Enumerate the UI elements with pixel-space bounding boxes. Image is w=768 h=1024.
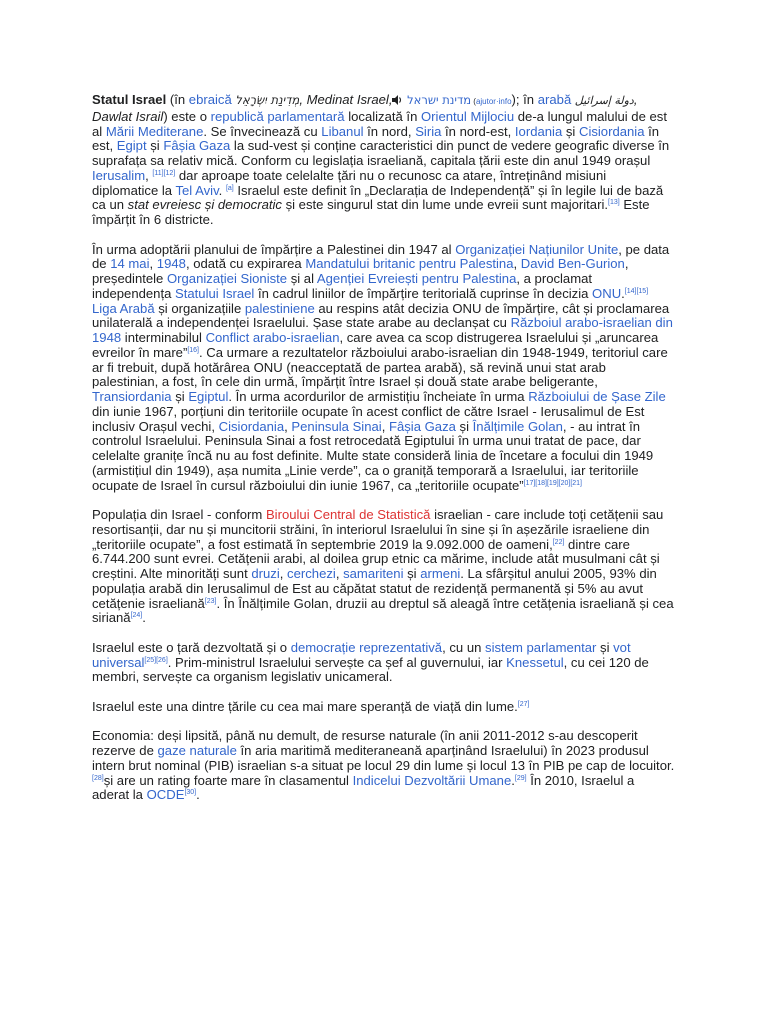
- ref-16[interactable]: [16]: [187, 346, 200, 354]
- arabic-name: دولة إسرائيل: [571, 94, 634, 107]
- economy-paragraph: Economia: deși lipsită, până nu demult, de resurse naturale (în anii 2011-2012 s-au descoperit rezerve de gaze naturale în aria maritimă mediteraneană aparținând Israelului) în 2023 produsul intern brut nominal (PIB) israelian s-a situat pe locul 29 din lume și locul 13 în PIB pe cap de locuitor. [28]și are un rating foarte mare în clasamentul Indicelui Dezvoltării Umane.[29] În 2010, Israelul a aderat la OCDE[30].: [92, 728, 675, 803]
- link-statului-israel[interactable]: Statului Israel: [175, 285, 255, 301]
- link-ierusalim[interactable]: Ierusalim: [92, 167, 146, 183]
- link-inaltimile-golan[interactable]: Înălțimile Golan: [472, 418, 563, 434]
- link-druzi[interactable]: druzi: [251, 566, 280, 581]
- link-mandatului-britanic[interactable]: Mandatului britanic pentru Palestina: [305, 256, 514, 272]
- link-orientul-mijlociu[interactable]: Orientul Mijlociu: [420, 108, 515, 124]
- link-peninsula-sinai[interactable]: Peninsula Sinai: [291, 418, 382, 434]
- speaker-icon[interactable]: [392, 95, 403, 105]
- link-democratie-reprezentativa[interactable]: democrație reprezentativă: [290, 639, 443, 655]
- link-liga-araba[interactable]: Liga Arabă: [92, 300, 155, 316]
- link-iordania[interactable]: Iordania: [514, 123, 563, 139]
- redlink-biroul-central-statistica[interactable]: Biroului Central de Statistică: [265, 507, 431, 522]
- link-ocde[interactable]: OCDE: [146, 787, 185, 803]
- link-marii-mediterane[interactable]: Mării Mediterane: [105, 123, 204, 139]
- article-body: [92, 93, 675, 818]
- link-razboiul-arabo-israelian-1948[interactable]: Războiul arabo-israelian din 1948: [92, 315, 673, 345]
- link-transiordania[interactable]: Transiordania: [92, 389, 172, 404]
- link-palestiniene[interactable]: palestiniene: [244, 300, 315, 316]
- link-1948[interactable]: 1948: [156, 256, 186, 272]
- link-cerchezi[interactable]: cerchezi: [287, 566, 336, 581]
- link-araba[interactable]: arabă: [537, 92, 572, 107]
- ref-25-26[interactable]: [25][26]: [144, 656, 168, 664]
- link-egipt[interactable]: Egipt: [116, 138, 147, 154]
- ref-23[interactable]: [23]: [204, 597, 217, 605]
- ref-13[interactable]: [13]: [608, 199, 620, 207]
- link-republica-parlamentara[interactable]: republică parlamentară: [210, 108, 345, 124]
- link-14-mai[interactable]: 14 mai: [110, 256, 150, 272]
- link-david-ben-gurion[interactable]: David Ben-Gurion: [520, 256, 625, 272]
- link-siria[interactable]: Siria: [415, 123, 442, 139]
- link-agentiei-evreiesti[interactable]: Agenției Evreiești pentru Palestina: [316, 271, 517, 286]
- link-gaze-naturale[interactable]: gaze naturale: [157, 743, 237, 758]
- link-conflict-arabo-israelian[interactable]: Conflict arabo-israelian: [205, 330, 340, 345]
- link-fasia-gaza-2[interactable]: Fâșia Gaza: [388, 418, 456, 434]
- hebrew-name: מְדִינַת יִשְׂרָאֵל: [231, 93, 300, 107]
- link-vot-universal[interactable]: vot universal: [92, 639, 631, 670]
- ref-14-15[interactable]: [14][15]: [624, 287, 649, 295]
- ref-11-12[interactable]: [11][12]: [152, 169, 176, 177]
- link-indicelui-dezvoltarii-umane[interactable]: Indicelui Dezvoltării Umane: [352, 772, 512, 788]
- link-sistem-parlamentar[interactable]: sistem parlamentar: [485, 639, 597, 655]
- history-paragraph: În urma adoptării planului de împărțire a Palestinei din 1947 al Organizației Națiunilor Unite, pe data de 14 mai, 1948, odată cu expirarea Mandatului britanic pentru Palestina, David Ben-Gurion, președintele Organizației Sioniste și al Agenției Evreiești pentru Palestina, a proclamat independența Statului Israel în cadrul liniilor de împărțire teritorială cuprinse în decizia ONU.[14][15] Liga Arabă și organizațiile palestiniene au respins atât decizia ONU de împărțire, cât și proclamarea unilaterală a independenței Israelului. Șase state arabe au declanșat cu Războiul arabo-israelian din 1948 interminabilul Conflict arabo-israelian, care avea ca scop distrugerea Israelului și „aruncarea evreilor în mare”[16]. Ca urmare a rezultatelor războiului arabo-israelian din 1948-1949, teritoriul care ar fi trebuit, după hotărârea ONU (neacceptată de partea arabă), să revină unui stat arab palestinian, a fost, în cele din urmă, împărțit între Israel și două state arabe beligerante, Transiordania și Egiptul. În urma acordurilor de armistițiu încheiate în urma Războiului de Șase Zile din iunie 1967, porțiuni din teritoriile ocupate în acest conflict de către Israel - Ierusalimul de Est inclusiv Orașul vechi, Cisiordania, Peninsula Sinai, Fâșia Gaza și Înălțimile Golan, - au intrat în controlul Israelului. Peninsula Sinai a fost retrocedată Egiptului în urma unui tratat de pace, dar celelalte granițe încă nu au fost definite. Multe state consideră linia de încetare a focului din 1949 (armistițiul din 1949), așa numita „Linie verde”, ca o graniță temporară a Israelului, iar teritoriile ocupate de Israel în cursul războiului din iunie 1967, ca „teritoriile ocupate”[17][18][19][20][21]: [92, 241, 673, 493]
- hebrew-audio-link[interactable]: מדינת ישראל: [403, 93, 472, 107]
- link-libanul[interactable]: Libanul: [321, 123, 364, 139]
- link-ebraica[interactable]: ebraică: [188, 92, 232, 107]
- ref-24[interactable]: [24]: [130, 612, 143, 620]
- stat-evreiesc-text: stat evreiesc și democratic: [127, 197, 282, 213]
- ref-28[interactable]: [28]: [92, 774, 104, 782]
- ref-a[interactable]: [a]: [225, 184, 234, 192]
- ref-29[interactable]: [29]: [514, 774, 527, 782]
- ref-22[interactable]: [22]: [552, 538, 565, 546]
- ref-27[interactable]: [27]: [517, 700, 530, 708]
- link-knessetul[interactable]: Knessetul: [506, 654, 564, 670]
- link-organizatiei-sioniste[interactable]: Organizației Sioniste: [166, 271, 288, 286]
- link-cisiordania[interactable]: Cisiordania: [578, 123, 645, 139]
- link-armeni[interactable]: armeni: [420, 566, 461, 581]
- ref-17-21[interactable]: [17][18][19][20][21]: [523, 479, 583, 487]
- intro-paragraph: Statul Israel (în ebraică מְדִינַת יִשְׂרָאֵל, Medinat Israel, מדינת ישראל (ajutor·info); în arabă دولة إسرائيل, Dawlat Israil) este o republică parlamentară localizată în Orientul Mijlociu de-a lungul malului de est al Mării Mediterane. Se învecinează cu Libanul în nord, Siria în nord-est, Iordania și Cisiordania în est, Egipt și Fâșia Gaza la sud-vest și conține caracteristici din punct de vedere geografic diverse în suprafața sa relativ mică. Conform cu legislația israeliană, capitala țării este din anul 1949 orașul Ierusalim, [11][12] dar aproape toate celelalte țări nu o recunosc ca atare, întreținând misiuni diplomatice la Tel Aviv. [a] Israelul este definit în „Declarația de Independență” și în legile lui de bază ca un stat evreiesc și democratic și este singurul stat din lume unde evreii sunt majoritari.[13] Este împărțit în 6 districte.: [92, 92, 670, 227]
- link-fasia-gaza[interactable]: Fâșia Gaza: [163, 138, 231, 154]
- link-samariteni[interactable]: samariteni: [343, 566, 404, 581]
- ref-30[interactable]: [30]: [184, 789, 197, 797]
- link-tel-aviv[interactable]: Tel Aviv: [175, 182, 219, 198]
- link-razboiul-de-sase-zile[interactable]: Războiului de Șase Zile: [528, 389, 666, 404]
- link-onu[interactable]: ONU: [592, 285, 622, 301]
- population-paragraph: Populația din Israel - conform Biroului Central de Statistică israelian - care include toți cetățenii sau resortisanții, dar nu și muncitorii străini, în interiorul Israelului în sine și în așezările israeliene din „teritoriile ocupate”, a fost estimată în septembrie 2019 la 9.092.000 de oameni,[22] dintre care 6.744.200 sunt evrei. Cetățenii arabi, al doilea grup etnic ca mărime, include atât musulmani cât și creștini. Alte minorități sunt druzi, cerchezi, samariteni și armeni. La sfârșitul anului 2005, 93% din populația arabă din Ierusalimul de Est au căpătat statut de rezidență permanentă și 5% au avut cetățenie israeliană[23]. În Înălțimile Golan, druzii au dreptul să aleagă între cetățenia israeliană și cea siriană[24].: [92, 507, 674, 626]
- link-egiptul[interactable]: Egiptul: [188, 389, 229, 404]
- link-organizatiei-natiunilor-unite[interactable]: Organizației Națiunilor Unite: [455, 241, 619, 257]
- politics-paragraph: Israelul este o țară dezvoltată și o democrație reprezentativă, cu un sistem parlamentar și vot universal[25][26]. Prim-ministrul Israelului servește ca șef al guvernului, iar Knessetul, cu cei 120 de membri, servește ca organism legislativ unicameral.: [92, 639, 649, 685]
- link-ajutor-info[interactable]: ajutor·info: [475, 97, 512, 106]
- article-title: Statul Israel: [92, 92, 167, 107]
- life-expectancy-paragraph: Israelul este una dintre țările cu cea mai mare speranță de viață din lume.[27]: [92, 698, 530, 714]
- link-cisiordania-2[interactable]: Cisiordania: [218, 418, 285, 434]
